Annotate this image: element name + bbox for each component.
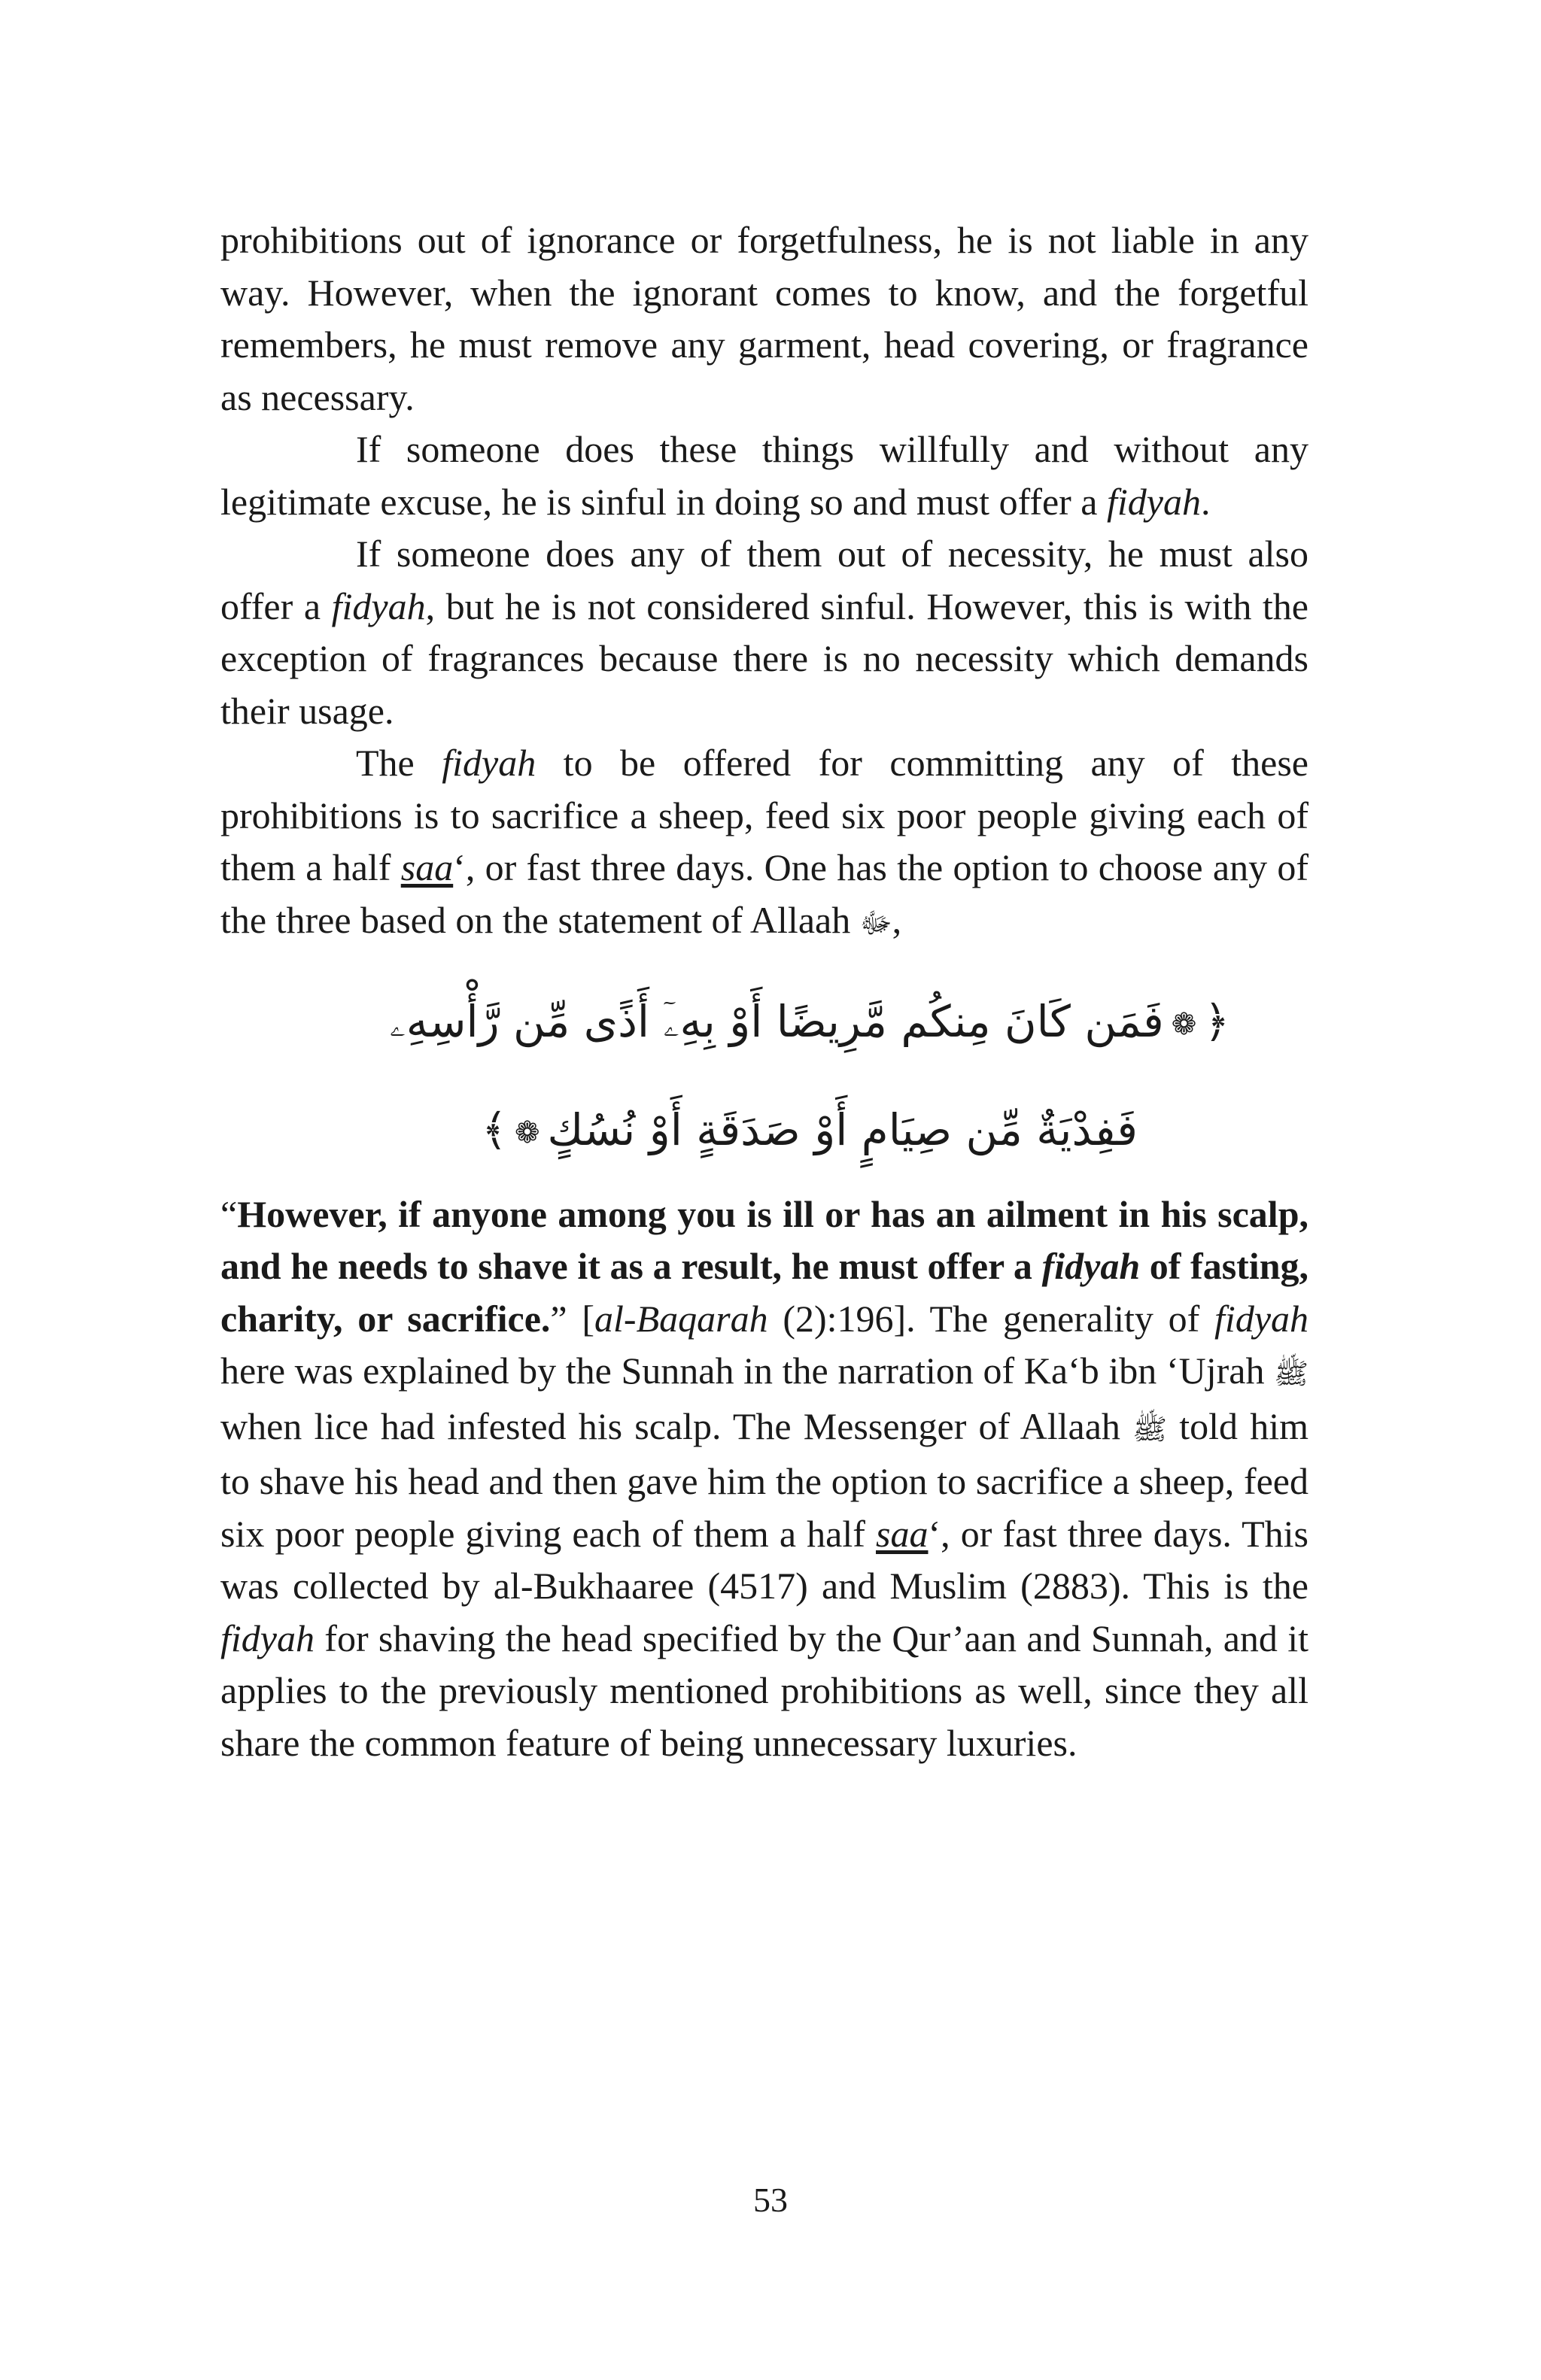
term-saa: saa bbox=[876, 1512, 929, 1555]
verse-line-1 bbox=[311, 969, 1308, 1077]
close-quote: ” bbox=[550, 1297, 567, 1340]
translation-bold-text: However, if anyone among you is ill or has an ailment in his scalp, and he needs to shave it as a result, he must offer a bbox=[220, 1192, 1308, 1288]
explanation-text-2: here was explained by the Sunnah in the narration of Ka‘b ibn ‘Ujrah bbox=[220, 1349, 1275, 1392]
translation-paragraph bbox=[220, 1188, 1308, 1770]
term-fidyah: fidyah bbox=[1107, 480, 1201, 523]
paragraph-2 bbox=[220, 423, 1308, 528]
paragraph-3-end: , but he is not considered sinful. However, this is with the exception of fragrances because there is no necessity which demands their usage. bbox=[220, 584, 1308, 732]
flower-ornament-icon: ❁ bbox=[1171, 1006, 1197, 1042]
explanation-text-6: for shaving the head specified by the Qur’aan and Sunnah, and it applies to the previously mentioned prohibitions as well, since they all share the common feature of being unnecessary luxuries. bbox=[220, 1617, 1308, 1764]
quran-verse bbox=[220, 969, 1308, 1185]
paragraph-1-text: prohibitions out of ignorance or forgetfulness, he is not liable in any way. However, when the ignorant comes to know, and the forgetful remembers, he must remove any garment, head covering, or fragrance as necessary. bbox=[220, 219, 1308, 418]
reference-open: [ bbox=[567, 1297, 595, 1340]
paragraph-4-text: The bbox=[356, 742, 442, 784]
open-quote: “ bbox=[220, 1192, 238, 1235]
verse-text-1: فَمَن كَانَ مِنكُم مَّرِيضًا أَوْ بِهِۦٓ أَذًى مِّن رَّأْسِهِۦ bbox=[389, 996, 1164, 1047]
page-number: 53 bbox=[753, 2181, 788, 2219]
paragraph-3 bbox=[220, 528, 1308, 737]
explanation-text-3: when lice had infested his scalp. The Messenger of Allaah bbox=[220, 1404, 1133, 1447]
reference-close: (2):196] bbox=[767, 1297, 907, 1340]
reference-surah: al-Baqarah bbox=[594, 1297, 768, 1340]
translation-bold-end: of fasting, charity, or sacrifice. bbox=[220, 1245, 1309, 1340]
paragraph-4-middle: to be offered for committing any of these prohibitions is to sacrifice a sheep, feed six poor people giving each of them a half bbox=[220, 742, 1309, 888]
paragraph-4 bbox=[220, 737, 1308, 949]
paragraph-4-end: , bbox=[892, 898, 902, 941]
verse-bracket-open: ﴿ bbox=[1204, 996, 1230, 1047]
flower-ornament-icon: ❁ bbox=[515, 1115, 540, 1150]
verse-text-2: فَفِدْيَةٌ مِّن صِيَامٍ أَوْ صَدَقَةٍ أَوْ نُسُكٍ bbox=[547, 1103, 1138, 1155]
verse-line-2 bbox=[311, 1077, 1308, 1185]
term-fidyah: fidyah bbox=[1214, 1297, 1309, 1340]
honorific-symbol: ﷺ bbox=[1274, 1357, 1308, 1391]
term-saa: saa bbox=[400, 846, 454, 888]
verse-bracket-close: ﴾ bbox=[482, 1103, 507, 1155]
explanation-text: . The generality of bbox=[906, 1297, 1215, 1340]
paragraph-1 bbox=[220, 214, 1308, 423]
term-fidyah: fidyah bbox=[220, 1617, 315, 1659]
term-fidyah: fidyah bbox=[442, 742, 536, 784]
paragraph-4-tail: ‘, or fast three days. One has the option to choose any of the three based on the statement of Allaah bbox=[220, 846, 1308, 941]
explanation-text-5: ‘, or fast three days. This was collected by al-Bukhaaree (4517) and Muslim (2883). This is the bbox=[220, 1512, 1308, 1607]
paragraph-2-text: If someone does these things willfully and without any legitimate excuse, he is sinful in doing so and must offer a bbox=[220, 428, 1308, 523]
honorific-symbol: ﷺ bbox=[1132, 1412, 1168, 1446]
term-fidyah: fidyah bbox=[1041, 1245, 1141, 1288]
paragraph-3-text: If someone does any of them out of necessity, he must also offer a bbox=[220, 533, 1308, 627]
page-body bbox=[220, 214, 1308, 1769]
term-fidyah: fidyah bbox=[331, 584, 426, 627]
paragraph-2-end: . bbox=[1201, 480, 1211, 523]
explanation-text-4: told him to shave his head and then gave him the option to sacrifice a sheep, feed six poor people giving each of them a half bbox=[220, 1404, 1308, 1555]
honorific-symbol: ﷻ bbox=[859, 906, 892, 940]
